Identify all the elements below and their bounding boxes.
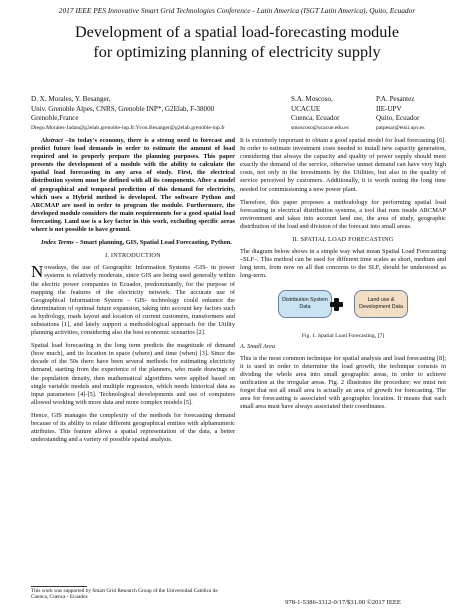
author-city: Quito, Ecuador — [376, 114, 420, 123]
author-email: smoscoso@ucacue.edu.ec — [291, 124, 350, 131]
author-city: Grenoble,France — [31, 114, 79, 123]
section-heading-introduction: I. INTRODUCTION — [105, 252, 161, 260]
index-terms — [31, 239, 235, 247]
conference-header: 2017 IEEE PES Innovative Smart Grid Technologies Conference - Latin America (ISGT Latin America), Quito, Ecuador — [58, 6, 416, 15]
author-affiliation: IIE-UPV — [376, 104, 402, 113]
right-paragraph-2: Therefore, this paper proposes a methodology for performing spatial load forecasting in electrical distribution systems, a tool that runs inside ARCMAP environment and takes into account land use, the area of study, geographic distribution of the load and division of the forecast into small areas. — [240, 198, 446, 230]
author-affiliation: Univ. Grenoble Alpes, CNRS, Grenoble INP*, G2Elab, F-38000 — [31, 104, 215, 113]
section-heading-slf: II. SPATIAL LOAD FORECASTING — [292, 236, 394, 244]
subsection-heading-small-area: A. Small Area — [240, 342, 276, 350]
abstract-label: Abstract — [41, 137, 63, 144]
small-area-paragraph: This is the most common technique for spatial analysis and load forecasting [8]; it is used in order to determine the load growth, the technique consists in dividing the whole area into small geographic areas, in order to achieve unification at the irregular areas. Fig. 2 illustrates the procedure; we must not forget that not all small area is actually an area of growth for forecasting. The area for forecasting is associated with geographic location. It means that each small area must have always associated their coordinates. — [240, 354, 446, 411]
footnote: This work was supported by Smart Grid Research Group of the Universidad Católica de Cuenca, Cuenca - Ecuador. — [31, 588, 218, 601]
intro-paragraph-1-text: owadays, the use of Geographic Information Systems -GIS- in power systems is relatively moderate, since GIS are being used generally within the electric power companies in Ecuador, predominantly, for the purpose of mapping the features of the electricity network. The accurate use of Geographical Information System – GIS- technology could enhance the determination of optimal future expansion, taking into account key factors such as hydrology, roads layout and location of current customers, transformers and substations [1], and lately support a methodological approach for the Utility planning activities, considering also the best economic scenarios [2]. — [31, 264, 235, 337]
land-use-data-box: Land use & Development Data — [354, 290, 408, 318]
drop-cap: N — [31, 262, 44, 282]
author-block-2 — [291, 95, 349, 133]
author-city: Cuenca, Ecuador — [291, 114, 340, 123]
author-names: P.A. Pesantez — [376, 95, 415, 103]
intro-paragraph-3: Hence, GIS manages the complexity of the methods for forecasting demand because of its ability to relate different geographical entities with alphanumeric attributes. This feature allows a spatial representation of the data, a better understanding and a variety of possible spatial analysis. — [31, 411, 235, 444]
distribution-system-data-box: Distribution System Data — [278, 290, 332, 318]
author-email: patpesar@etsii.upv.es — [376, 124, 425, 131]
slf-paragraph-1: The diagram below shows in a simple way what mean Spatial Load Forecasting –SLF–. This method can be used for different time scales as short, medium and long term, from now on all that concerns to the SLF, should be understood as long-term. — [240, 248, 446, 280]
intro-paragraph-2: Spatial load forecasting in the long term predicts the magnitude of demand (how much), and its location in space (where) and time (when) [3]. Since the decade of the 50s there have been several methods for estimating electricity demand, starting from the experience of the planners, who made drawings of the population density, then mathematical algorithms were applied based on single variable models and multiple regression, which needs historical data as input parameters [4]-[5]. Technological developments and use of computers allowed working with more data and more complex models [5]. — [31, 342, 235, 406]
index-terms-text: – Smart planning, GIS, Spatial Load Forecasting, Python. — [73, 239, 232, 247]
abstract-text: –In today's economy, there is a strong need to forecast and predict future load demands in order to estimate the amount of load required and to properly prepare the planning purposes. This paper presents the development of a module with the ability to calculate the spatial load forecasting in any area of study. First, the electrical distribution system must be defined with all its components. After a model of geographical and temporal prediction of this demand for electricity, which uses a Hybrid method is developed. The software Python and ARCMAP are used in order to program the module. Furthermore, the developed module considers the main requirements for a good spatial load forecasting. Land use is a key factor in this work, excluding specific areas where is not possible to have ground. — [31, 137, 235, 234]
author-names: S.A. Moscoso, — [291, 95, 333, 103]
right-paragraph-1: It is extremely important to obtain a good spatial model for load forecasting [6]. In order to estimate investment costs needed to install new capacity generation, considering that always the capacity and quality of power supply should meet exactly the demand of the service, otherwise unmet demand can have very high costs, not only in the investments by the Utilities, but also in the quality of service perceived by customers. Additionally, it is worth noting the long time needed for commissioning a new power plant. — [240, 137, 446, 193]
plus-icon — [330, 298, 343, 311]
copyright-line: 978-1-5386-3312-0/17/$31.00 ©2017 IEEE — [285, 599, 401, 606]
title-line-2: for optimizing planning of electricity supply — [93, 43, 381, 61]
intro-paragraph-1 — [31, 264, 235, 337]
left-column — [31, 137, 235, 449]
title-line-1: Development of a spatial load-forecasting module — [74, 23, 400, 41]
right-column — [240, 137, 446, 416]
author-block-3 — [376, 95, 425, 133]
paper-title — [20, 22, 454, 62]
author-email: Diego.Morales-Jadan@g2elab.grenoble-inp.fr;Yvon.Besanger@g2elab.grenoble-inp.fr — [31, 124, 225, 131]
author-affiliation: UCACUE — [291, 104, 321, 113]
figure-caption: Fig. 1. Spatial Load Forecasting, [7] — [301, 332, 385, 339]
author-block-1 — [31, 95, 225, 133]
author-names: D. X. Morales, Y. Besanger, — [31, 95, 111, 103]
footnote-rule — [31, 586, 87, 587]
abstract — [31, 137, 235, 234]
index-terms-label: Index Terms — [41, 239, 74, 247]
slf-diagram — [240, 286, 446, 330]
